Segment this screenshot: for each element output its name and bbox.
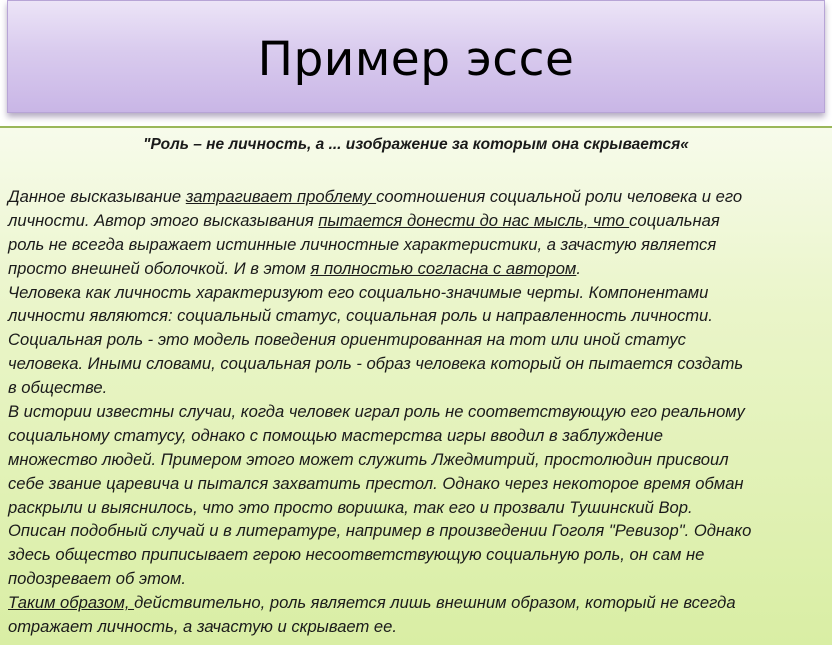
text-segment: Описан подобный случай и в литературе, например в произведении Гоголя "Ревизор". Однако [8, 521, 752, 541]
text-segment: личности. Автор этого высказывания [8, 210, 319, 230]
text-segment: . [576, 258, 581, 278]
text-segment: в обществе. [8, 378, 108, 398]
underlined-phrase: Таким образом, [8, 593, 135, 613]
text-segment: действительно, роль является лишь внешним образом, который не всегда [134, 593, 736, 613]
essay-line [8, 257, 826, 281]
essay-line [8, 496, 826, 520]
text-segment: социальная [629, 210, 720, 230]
essay-line [8, 281, 826, 305]
essay-panel [0, 126, 832, 645]
text-segment: здесь общество приписывает герою несоответствующую социальную роль, он сам не [8, 545, 705, 565]
slide-title: Пример эссе [257, 32, 575, 87]
essay-line [8, 376, 826, 400]
text-segment: Человека как личность характеризуют его социально-значимые черты. Компонентами [8, 282, 709, 302]
essay-line [8, 543, 826, 567]
text-segment: роль не всегда выражает истинные личностные характеристики, а зачастую является [8, 234, 717, 254]
text-segment: раскрыли и выяснилось, что это просто воришка, так его и прозвали Тушинский Вор. [8, 497, 693, 517]
essay-quote: "Роль – не личность, а ... изображение за которым она скрывается« [143, 136, 689, 153]
essay-line [8, 591, 826, 615]
underlined-phrase: пытается донести до нас мысль, что [318, 210, 630, 230]
essay-line [8, 448, 826, 472]
essay-line [8, 567, 826, 591]
text-segment: личности являются: социальный статус, социальная роль и направленность личности. [8, 306, 713, 326]
text-segment: человека. Иными словами, социальная роль - образ человека который он пытается создать [8, 354, 744, 374]
text-segment: Данное высказывание [8, 187, 186, 206]
essay-line [8, 519, 826, 543]
text-segment: социальному статусу, однако с помощью мастерства игры вводил в заблуждение [8, 425, 664, 445]
essay-line [8, 352, 826, 376]
essay-line [8, 424, 826, 448]
essay-line [8, 185, 826, 209]
essay-line [8, 233, 826, 257]
text-segment: себе звание царевича и пытался захватить престол. Однако через некоторое время обман [8, 473, 744, 493]
essay-line [8, 472, 826, 496]
essay-line [8, 304, 826, 328]
essay-line [8, 400, 826, 424]
text-segment: Социальная роль - это модель поведения ориентированная на тот или иной статус [8, 330, 686, 350]
text-segment: В истории известны случаи, когда человек играл роль не соответствующую его реальному [8, 402, 745, 422]
text-segment: множество людей. Примером этого может служить Лжедмитрий, простолюдин присвоил [8, 449, 729, 469]
essay-line [8, 615, 826, 639]
title-banner [7, 0, 825, 113]
underlined-phrase: затрагивает проблему [185, 187, 377, 206]
text-segment: отражает личность, а зачастую и скрывает ее. [8, 617, 397, 637]
text-segment: просто внешней оболочкой. И в этом [8, 258, 311, 278]
text-segment: соотношения социальной роли человека и его [376, 187, 743, 206]
essay-text [8, 185, 826, 639]
text-segment: подозревает об этом. [8, 569, 186, 589]
essay-line [8, 328, 826, 352]
essay-line [8, 209, 826, 233]
underlined-phrase: я полностью согласна с автором [310, 258, 577, 278]
